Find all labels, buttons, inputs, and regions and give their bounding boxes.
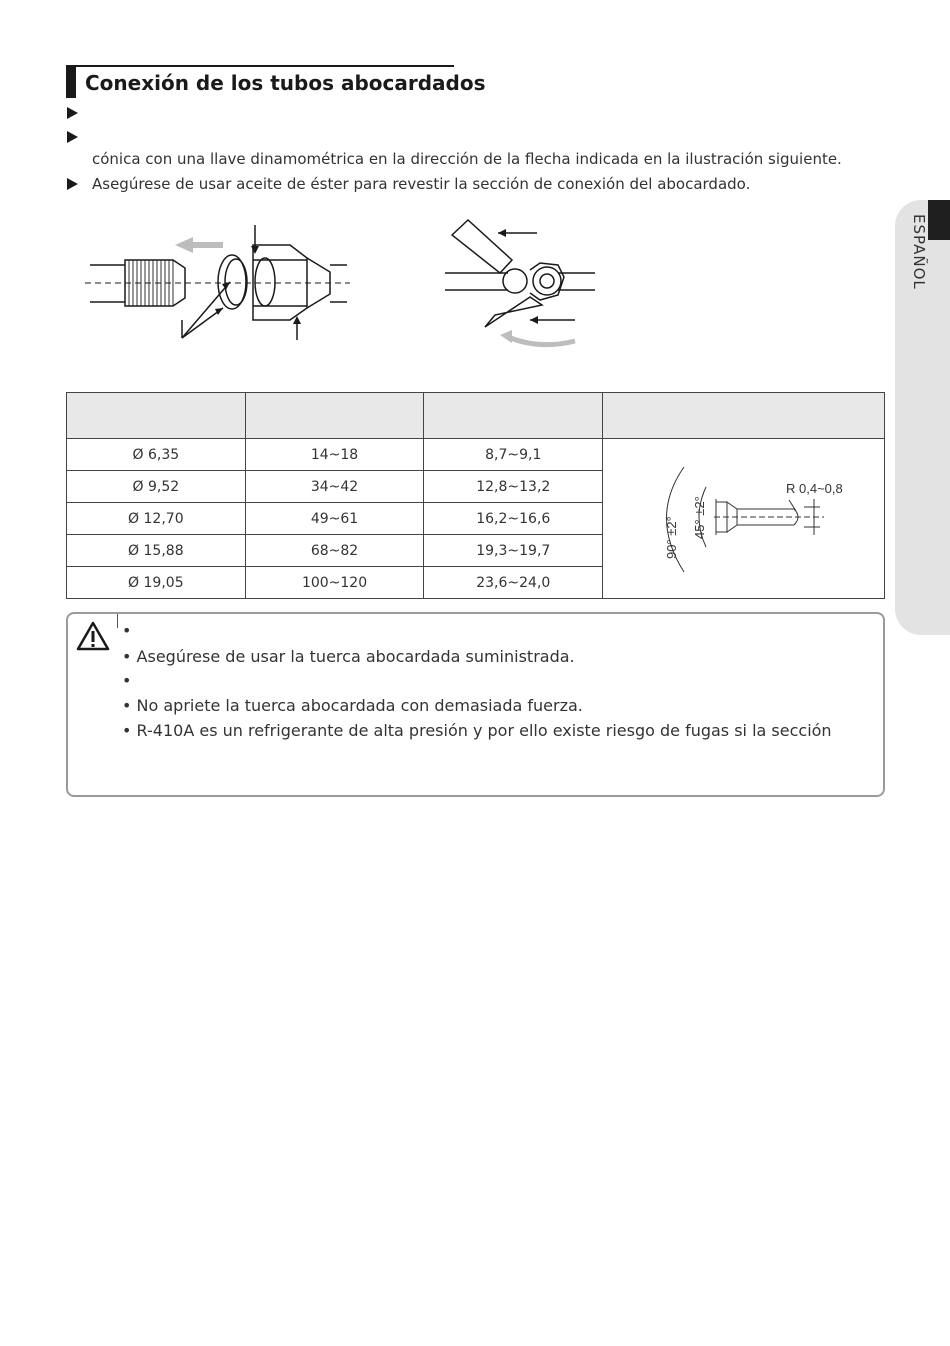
flare-dimension-cell: 23,6~24,0 <box>424 567 603 599</box>
radius-label: R 0,4~0,8 <box>785 480 843 496</box>
caution-item-2: • Asegúrese de usar la tuerca abocardada suministrada. <box>122 647 575 666</box>
bullet-arrow-icon <box>67 178 78 190</box>
heading-bar <box>66 65 76 98</box>
heading-rule <box>66 65 454 67</box>
flare-dimension-cell: 8,7~9,1 <box>424 439 603 471</box>
torque-cell: 34~42 <box>245 471 424 503</box>
flare-shape-diagram <box>644 447 844 587</box>
pipe-diameter-cell: Ø 19,05 <box>67 567 246 599</box>
torque-cell: 14~18 <box>245 439 424 471</box>
table-row <box>67 439 885 471</box>
instruction-2-continuation: cónica con una llave dinamométrica en la dirección de la flecha indicada en la ilustración siguiente. <box>92 150 842 168</box>
section-title: Conexión de los tubos abocardados <box>85 71 486 95</box>
instruction-3: Asegúrese de usar aceite de éster para revestir la sección de conexión del abocardado. <box>92 175 751 193</box>
caution-item-5: • R-410A es un refrigerante de alta presión y por ello existe riesgo de fugas si la sección <box>122 721 832 740</box>
torque-cell: 49~61 <box>245 503 424 535</box>
bullet-arrow-icon <box>67 131 78 143</box>
header-cell <box>67 393 246 439</box>
side-tab-label: ESPAÑOL <box>910 214 928 290</box>
table-header-row <box>67 393 885 439</box>
flare-dimension-cell: 19,3~19,7 <box>424 535 603 567</box>
header-cell <box>603 393 885 439</box>
caution-item-text: R-410A es un refrigerante de alta presión y por ello existe riesgo de fugas si la sección <box>136 721 832 740</box>
torque-cell: 100~120 <box>245 567 424 599</box>
side-tab-marker <box>928 200 950 240</box>
caution-separator <box>117 614 118 628</box>
caution-item-1: • <box>122 621 132 640</box>
torque-spec-table <box>66 392 885 599</box>
flare-pipe-illustration <box>85 220 355 345</box>
flare-dimension-cell: 12,8~13,2 <box>424 471 603 503</box>
pipe-diameter-cell: Ø 6,35 <box>67 439 246 471</box>
bullet-arrow-icon <box>67 107 78 119</box>
outer-angle-label: 90° ±2° <box>663 515 679 559</box>
torque-cell: 68~82 <box>245 535 424 567</box>
flare-shape-cell <box>603 439 885 599</box>
caution-item-text: No apriete la tuerca abocardada con demasiada fuerza. <box>136 696 583 715</box>
pipe-diameter-cell: Ø 12,70 <box>67 503 246 535</box>
flare-dimension-cell: 16,2~16,6 <box>424 503 603 535</box>
warning-triangle-icon <box>76 620 110 652</box>
caution-item-text: Asegúrese de usar la tuerca abocardada suministrada. <box>136 647 575 666</box>
caution-item-4: • No apriete la tuerca abocardada con demasiada fuerza. <box>122 696 583 715</box>
pipe-diameter-cell: Ø 9,52 <box>67 471 246 503</box>
header-cell <box>245 393 424 439</box>
wrench-illustration <box>440 215 600 355</box>
pipe-diameter-cell: Ø 15,88 <box>67 535 246 567</box>
header-cell <box>424 393 603 439</box>
inner-angle-label: 45° ±2° <box>691 495 707 539</box>
caution-item-3: • <box>122 671 132 690</box>
